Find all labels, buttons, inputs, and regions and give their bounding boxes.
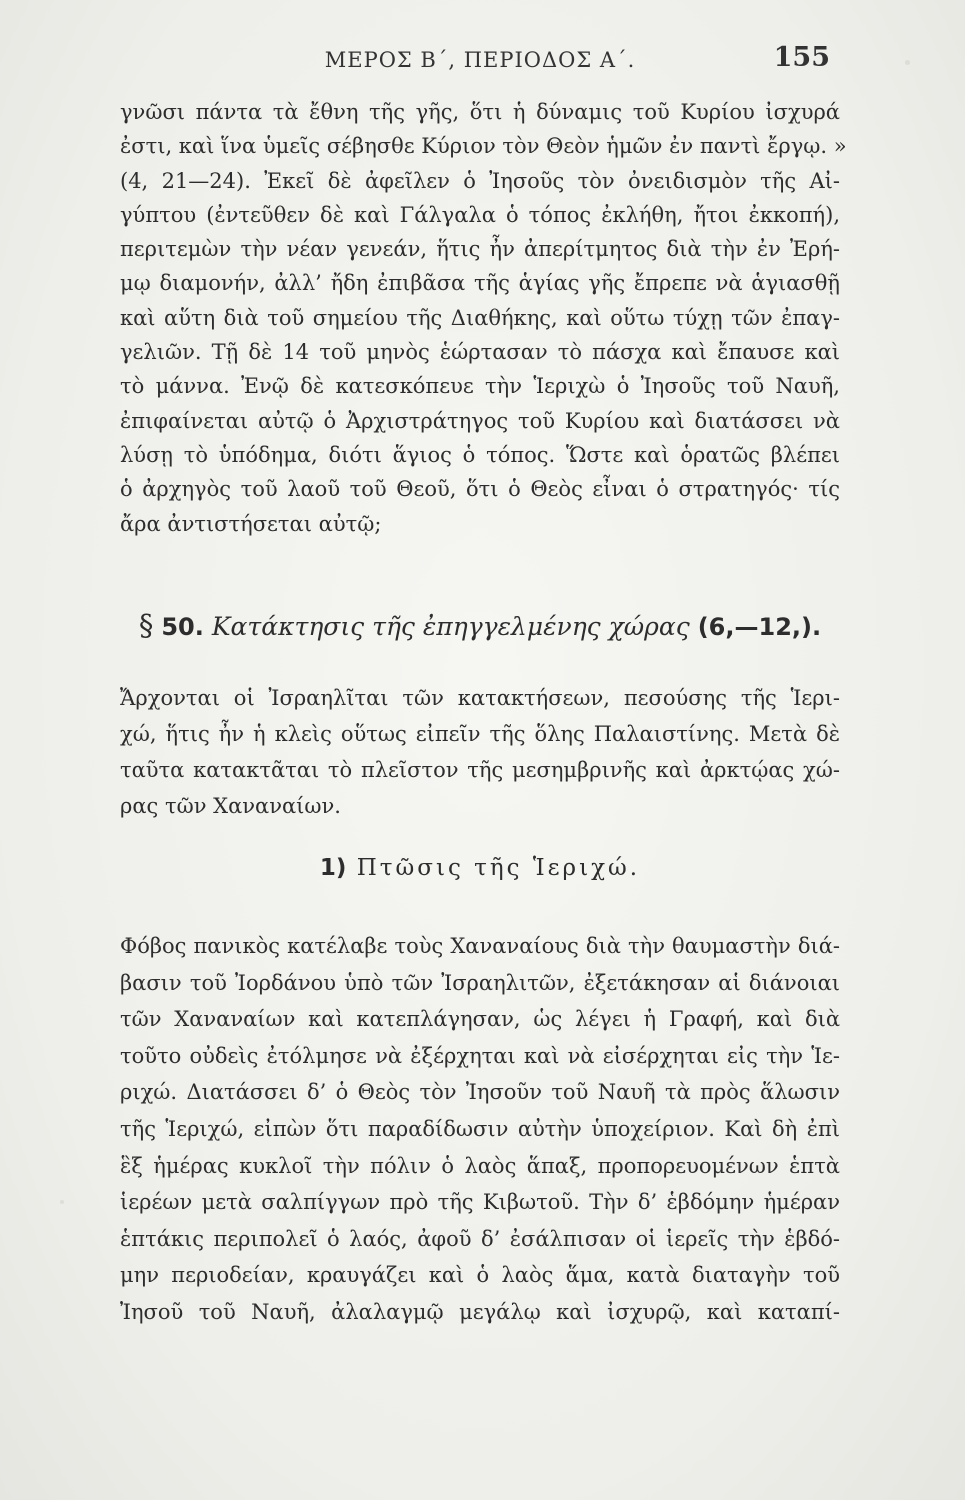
paper-speck	[905, 60, 910, 65]
running-head: ΜΕΡΟΣ Β΄, ΠΕΡΙΟΔΟΣ Α΄.	[324, 48, 636, 72]
text-line: ἱερέων μετὰ σαλπίγγων πρὸ τῆς Κιβωτοῦ. Τὴν δ’ ἑβδόμην ἡμέραν	[120, 1190, 840, 1215]
section-number: 50.	[161, 613, 204, 641]
text-line: ἄρα ἀντιστήσεται αὐτῷ;	[120, 511, 382, 536]
text-line: περιτεμὼν τὴν νέαν γενεάν, ἥτις ἦν ἀπερίτμητος διὰ τὴν ἐν Ἐρή-	[120, 237, 840, 262]
text-line: ἐπιφαίνεται αὐτῷ ὁ Ἀρχιστράτηγος τοῦ Κυρίου καὶ διατάσσει νὰ	[120, 408, 840, 433]
text-line: τῶν Χαναναίων καὶ κατεπλάγησαν, ὡς λέγει ἡ Γραφή, καὶ διὰ	[120, 1007, 840, 1032]
section-reference: (6,—12,).	[697, 613, 822, 641]
text-line: ρας τῶν Χαναναίων.	[120, 794, 341, 818]
section-title: Κατάκτησις τῆς ἐπηγγελμένης χώρας	[211, 612, 690, 641]
text-line: γύπτου (ἐντεῦθεν δὲ καὶ Γάλγαλα ὁ τόπος ἐκλήθη, ἤτοι ἐκκοπή),	[120, 202, 840, 227]
paragraph-fall-of-jericho	[120, 928, 840, 1331]
paper-speck	[60, 1200, 64, 1204]
text-line: καὶ αὕτη διὰ τοῦ σημείου τῆς Διαθήκης, καὶ οὕτω τύχῃ τῶν ἐπαγ-	[120, 305, 840, 330]
text-line: ἓξ ἡμέρας κυκλοῖ τὴν πόλιν ὁ λαὸς ἅπαξ, προπορευομένων ἑπτὰ	[120, 1153, 840, 1178]
text-line: Ἰησοῦ τοῦ Ναυῆ, ἀλαλαγμῷ μεγάλῳ καὶ ἰσχυρῷ, καὶ καταπί-	[120, 1299, 840, 1324]
text-line: ἑπτάκις περιπολεῖ ὁ λαός, ἀφοῦ δ’ ἐσάλπισαν οἱ ἱερεῖς τὴν ἑβδό-	[120, 1226, 840, 1251]
section-heading	[120, 608, 840, 642]
subsection-number: 1)	[319, 855, 347, 881]
text-line: λύσῃ τὸ ὑπόδημα, διότι ἅγιος ὁ τόπος. Ὥστε καὶ ὁρατῶς βλέπει	[120, 442, 840, 467]
text-line: Ἄρχονται οἱ Ἰσραηλῖται τῶν κατακτήσεων, πεσούσης τῆς Ἱερι-	[120, 686, 840, 710]
subsection-heading	[120, 855, 840, 881]
page-number: 155	[773, 42, 830, 73]
text-line: μην περιοδείαν, κραυγάζει καὶ ὁ λαὸς ἅμα, κατὰ διαταγὴν τοῦ	[120, 1263, 840, 1288]
text-line: τῆς Ἱεριχώ, εἰπὼν ὅτι παραδίδωσιν αὐτὴν ὑποχείριον. Καὶ δὴ ἐπὶ	[120, 1116, 840, 1141]
text-line: ὁ ἀρχηγὸς τοῦ λαοῦ τοῦ Θεοῦ, ὅτι ὁ Θεὸς εἶναι ὁ στρατηγός· τίς	[120, 477, 840, 502]
text-line: γνῶσι πάντα τὰ ἔθνη τῆς γῆς, ὅτι ἡ δύναμις τοῦ Κυρίου ἰσχυρά	[120, 100, 840, 124]
section-sign: §	[138, 608, 154, 642]
text-line: χώ, ἥτις ἦν ἡ κλεὶς οὕτως εἰπεῖν τῆς ὅλης Παλαιστίνης. Μετὰ δὲ	[120, 722, 840, 746]
text-line: Φόβος πανικὸς κατέλαβε τοὺς Χαναναίους διὰ τὴν θαυμαστὴν διά-	[120, 934, 840, 958]
text-line: γελιῶν. Τῇ δὲ 14 τοῦ μηνὸς ἑώρτασαν τὸ πάσχα καὶ ἔπαυσε καὶ	[120, 340, 840, 365]
text-line: ἐστι, καὶ ἵνα ὑμεῖς σέβησθε Κύριον τὸν Θεὸν ἡμῶν ἐν παντὶ ἔργῳ. »	[120, 134, 847, 159]
subsection-title: Πτῶσις τῆς Ἱεριχώ.	[356, 855, 641, 881]
text-line: (4, 21—24). Ἐκεῖ δὲ ἀφεῖλεν ὁ Ἰησοῦς τὸν ὀνειδισμὸν τῆς Αἰ-	[120, 168, 840, 193]
page-header	[120, 42, 840, 82]
text-line: βασιν τοῦ Ἰορδάνου ὑπὸ τῶν Ἰσραηλιτῶν, ἐξετάκησαν αἱ διάνοιαι	[120, 970, 840, 995]
text-line: ριχώ. Διατάσσει δ’ ὁ Θεὸς τὸν Ἰησοῦν τοῦ Ναυῆ τὰ πρὸς ἅλωσιν	[120, 1080, 840, 1105]
paragraph-intro	[120, 680, 840, 824]
paragraph-continuation	[120, 95, 847, 541]
text-line: ταῦτα κατακτᾶται τὸ πλεῖστον τῆς μεσημβρινῆς καὶ ἀρκτῴας χώ-	[120, 758, 840, 782]
text-line: τὸ μάννα. Ἐνῷ δὲ κατεσκόπευε τὴν Ἱεριχὼ ὁ Ἰησοῦς τοῦ Ναυῆ,	[120, 374, 840, 399]
text-line: μῳ διαμονήν, ἀλλ’ ἤδη ἐπιβᾶσα τῆς ἁγίας γῆς ἔπρεπε νὰ ἁγιασθῇ	[120, 271, 840, 296]
text-line: τοῦτο οὐδεὶς ἐτόλμησε νὰ ἐξέρχηται καὶ νὰ εἰσέρχηται εἰς τὴν Ἱε-	[120, 1043, 840, 1068]
